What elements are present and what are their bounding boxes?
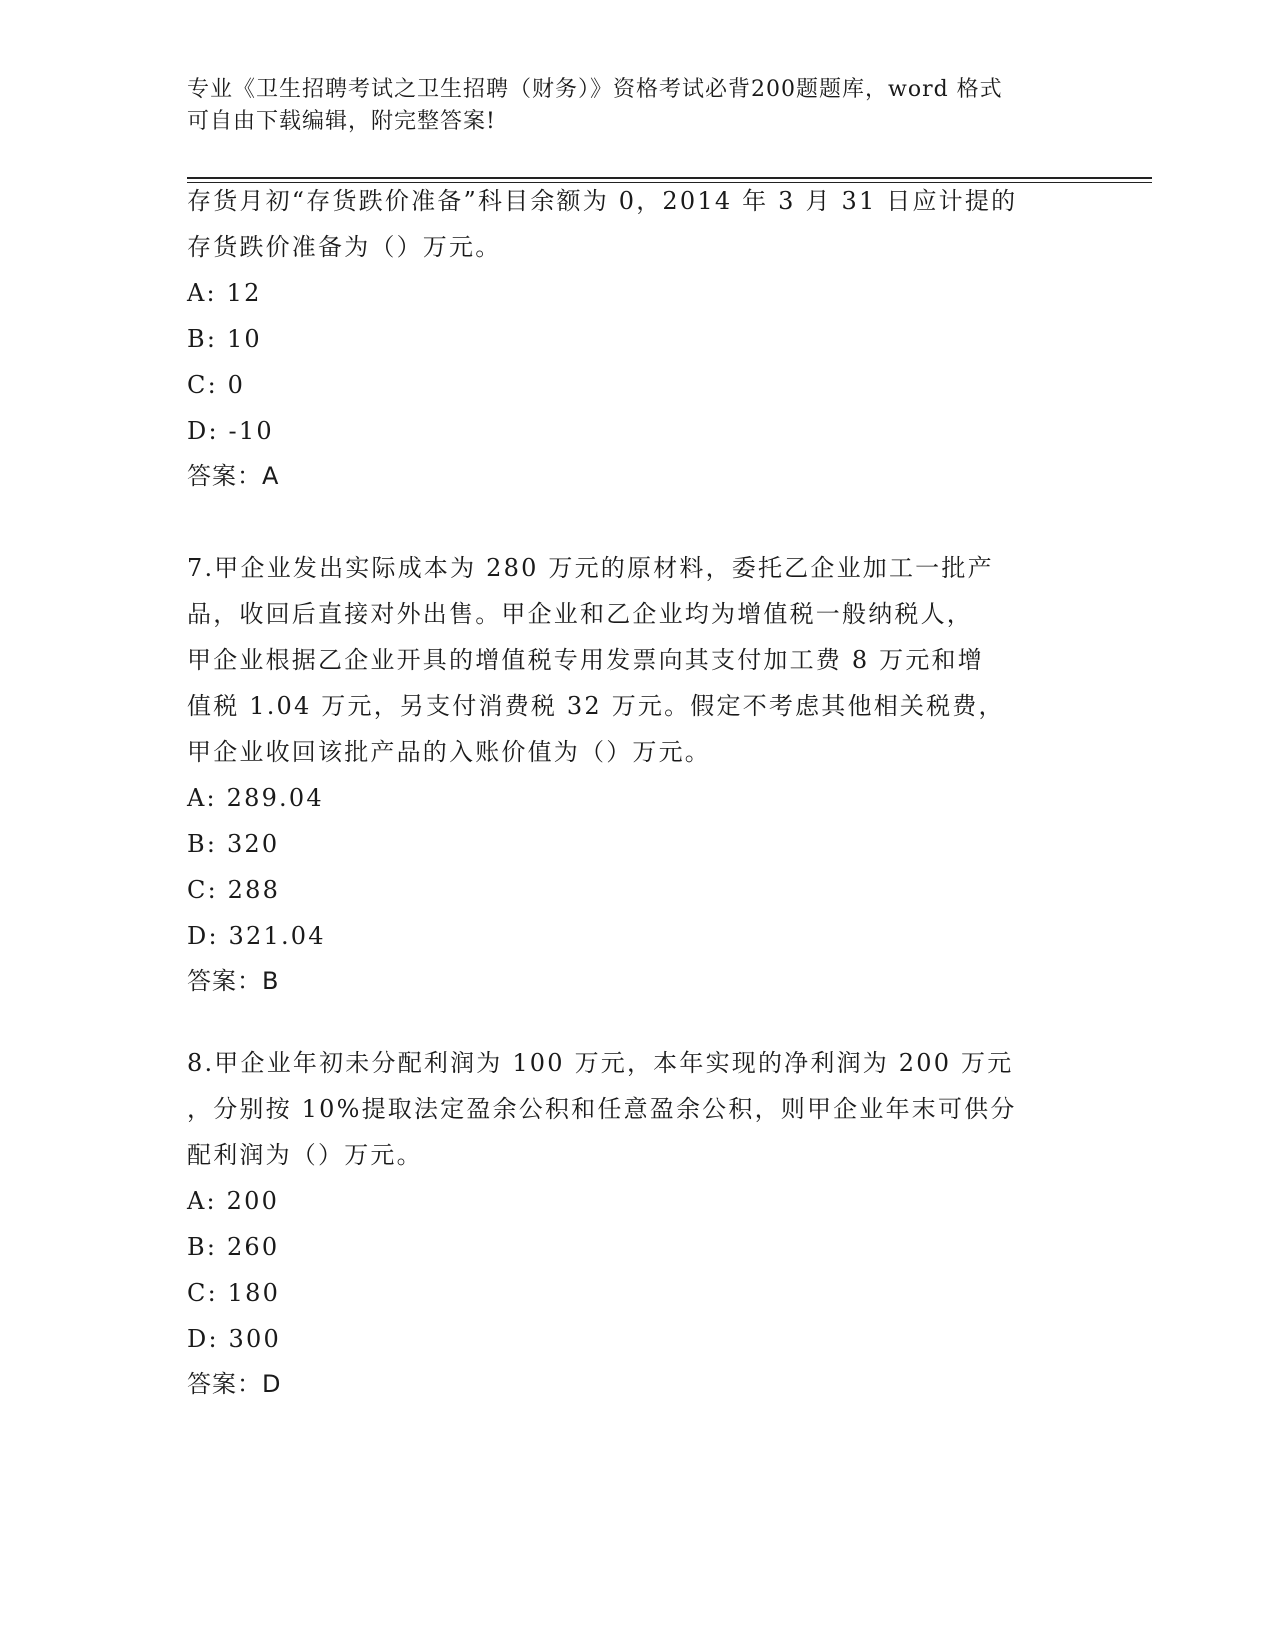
question-stem-line: 甲企业根据乙企业开具的增值税专用发票向其支付加工费 8 万元和增 xyxy=(187,646,984,674)
option-d: D: -10 xyxy=(187,417,274,445)
answer-line: 答案：B xyxy=(187,967,280,995)
question-stem-line: 存货跌价准备为（）万元。 xyxy=(187,233,502,261)
option-b: B: 320 xyxy=(187,830,280,858)
option-b: B: 10 xyxy=(187,325,262,353)
option-d: D: 321.04 xyxy=(187,922,326,950)
answer-line: 答案：A xyxy=(187,462,280,490)
question-stem-line: 存货月初“存货跌价准备”科目余额为 0，2014 年 3 月 31 日应计提的 xyxy=(187,187,1018,215)
document-header xyxy=(187,74,1067,138)
question-stem-line: 甲企业收回该批产品的入账价值为（）万元。 xyxy=(187,738,711,766)
question-stem-line: 品，收回后直接对外出售。甲企业和乙企业均为增值税一般纳税人， xyxy=(187,600,973,628)
question-stem-line: 值税 1.04 万元，另支付消费税 32 万元。假定不考虑其他相关税费， xyxy=(187,692,1005,720)
option-a: A: 289.04 xyxy=(187,784,324,812)
question-stem-line: 配利润为（）万元。 xyxy=(187,1141,423,1169)
question-block xyxy=(187,545,1087,1003)
option-b: B: 260 xyxy=(187,1233,280,1261)
option-a: A: 12 xyxy=(187,279,262,307)
question-stem-line: 8.甲企业年初未分配利润为 100 万元，本年实现的净利润为 200 万元 xyxy=(187,1049,1014,1077)
answer-line: 答案：D xyxy=(187,1370,282,1398)
option-c: C: 288 xyxy=(187,876,281,904)
header-line-1: 专业《卫生招聘考试之卫生招聘（财务）》资格考试必背200题题库，word 格式 xyxy=(187,77,1003,102)
question-stem-line: ，分别按 10%提取法定盈余公积和任意盈余公积，则甲企业年末可供分 xyxy=(187,1095,1017,1123)
header-line-2: 可自由下载编辑，附完整答案! xyxy=(187,109,496,134)
option-c: C: 180 xyxy=(187,1279,281,1307)
question-stem-line: 7.甲企业发出实际成本为 280 万元的原材料，委托乙企业加工一批产 xyxy=(187,554,994,582)
question-block xyxy=(187,1040,1087,1406)
option-c: C: 0 xyxy=(187,371,246,399)
option-d: D: 300 xyxy=(187,1325,281,1353)
option-a: A: 200 xyxy=(187,1187,280,1215)
question-block xyxy=(187,178,1087,498)
